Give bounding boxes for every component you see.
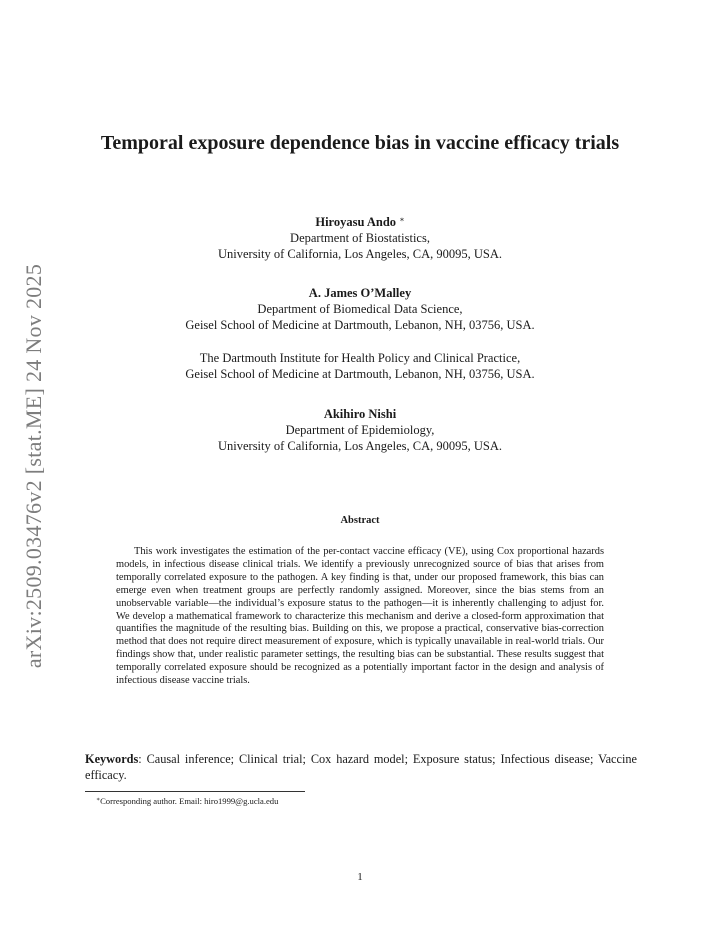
affiliation-line: Department of Biostatistics, <box>290 231 430 245</box>
affiliation-line: Geisel School of Medicine at Dartmouth, Lebanon, NH, 03756, USA. <box>185 367 535 381</box>
author-block-omalley-second-affiliation <box>110 350 610 382</box>
affiliation-line: University of California, Los Angeles, CA, 90095, USA. <box>217 439 502 453</box>
affiliation-line: Department of Biomedical Data Science, <box>257 302 463 316</box>
arxiv-identifier: arXiv:2509.03476v2 [stat.ME] 24 Nov 2025 <box>21 263 46 669</box>
affiliation-line: The Dartmouth Institute for Health Policy and Clinical Practice, <box>199 351 521 365</box>
footnote-marker: ∗ <box>96 797 101 803</box>
author-name-text: Akihiro Nishi <box>323 407 397 421</box>
footnote <box>96 795 278 807</box>
keywords-list: : Causal inference; Clinical trial; Cox hazard model; Exposure status; Infectious disease; Vaccine efficacy. <box>85 752 637 782</box>
abstract-body: This work investigates the estimation of the per-contact vaccine efficacy (VE), using Cox proportional hazards models, in infectious disease clinical trials. We identify a previously unrecognized source of bias that arises from temporally correlated exposure to the pathogen. A key finding is that, under our proposed framework, this bias can emerge even when treatment groups are perfectly randomly assigned. Moreover, since the bias stems from an unobservable variable—the individual’s exposure status to the pathogen—it is inherently challenging to adjust for. We develop a mathematical framework to characterize this mechanism and derive a closed-form approximation that quantifies the magnitude of the resulting bias. Building on this, we propose a practical, conservative bias-correction method that does not require direct measurement of exposure, which is typically unavailable in real-world trials. Our findings show that, under realistic parameter settings, the resulting bias can be substantial. These results suggest that temporally correlated exposure should be recognized as a potentially important factor in the design and analysis of infectious disease vaccine trials. <box>116 546 604 687</box>
author-name-text: A. James O’Malley <box>308 286 412 300</box>
author-name <box>110 212 610 230</box>
abstract-heading: Abstract <box>340 515 380 526</box>
paper-title: Temporal exposure dependence bias in vaccine efficacy trials <box>100 132 620 154</box>
footnote-divider <box>85 791 305 792</box>
affiliation-line: University of California, Los Angeles, CA, 90095, USA. <box>217 247 502 261</box>
page-number: 1 <box>357 871 363 883</box>
author-name-text: Hiroyasu Ando <box>315 215 397 229</box>
affiliation-line: Department of Epidemiology, <box>285 423 435 437</box>
corresponding-author-marker: ∗ <box>399 215 405 224</box>
keywords <box>85 752 637 783</box>
author-block-omalley <box>110 285 610 333</box>
keywords-label: Keywords <box>85 752 139 766</box>
footnote-text: Corresponding author. Email: hiro1999@g.ucla.edu <box>100 796 279 806</box>
author-block-ando <box>110 212 610 262</box>
affiliation-line: Geisel School of Medicine at Dartmouth, Lebanon, NH, 03756, USA. <box>185 318 535 332</box>
author-block-nishi <box>110 406 610 454</box>
